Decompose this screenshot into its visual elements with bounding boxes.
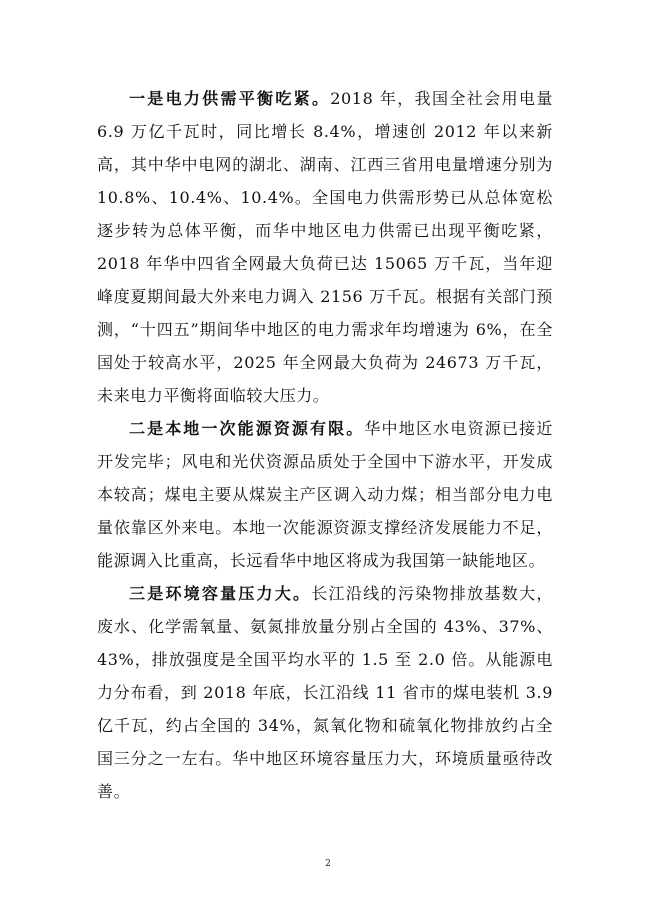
page-number: 2 bbox=[325, 859, 331, 869]
paragraph-heading: 一是电力供需平衡吃紧。 bbox=[129, 89, 331, 108]
paragraph-text: 长江沿线的污染物排放基数大，废水、化学需氧量、氨氮排放量分别占全国的 43%、37%、43%，排放强度是全国平均水平的 1.5 至 2.0 倍。从能源电力分布看，到 2018 年底，长江沿线 11 省市的煤电装机 3.9 亿千瓦，约占全国的 34%，氮氧化物和硫氧化物排放约占全国三分之一左右。华中地区环境容量压力大，环境质量亟待改善。 bbox=[97, 584, 553, 801]
paragraph-energy-resources bbox=[97, 412, 553, 577]
paragraph-power-supply bbox=[97, 82, 553, 412]
paragraph-text: 华中地区水电资源已接近开发完毕；风电和光伏资源品质处于全国中下游水平，开发成本较高；煤电主要从煤炭主产区调入动力煤；相当部分电力电量依靠区外来电。本地一次能源资源支撑经济发展能力不足，能源调入比重高，长远看华中地区将成为我国第一缺能地区。 bbox=[97, 419, 553, 570]
paragraph-environment bbox=[97, 577, 553, 808]
paragraph-heading: 三是环境容量压力大。 bbox=[129, 584, 312, 603]
document-body bbox=[97, 82, 553, 808]
paragraph-text: 2018 年，我国全社会用电量 6.9 万亿千瓦时，同比增长 8.4%，增速创 2012 年以来新高，其中华中电网的湖北、湖南、江西三省用电量增速分别为 10.8%、10.4%、10.4%。全国电力供需形势已从总体宽松逐步转为总体平衡，而华中地区电力供需已出现平衡吃紧，2018 年华中四省全网最大负荷已达 15065 万千瓦，当年迎峰度夏期间最大外来电力调入 2156 万千瓦。根据有关部门预测，“十四五”期间华中地区的电力需求年均增速为 6%，在全国处于较高水平，2025 年全网最大负荷为 24673 万千瓦，未来电力平衡将面临较大压力。 bbox=[97, 89, 553, 405]
paragraph-heading: 二是本地一次能源资源有限。 bbox=[129, 419, 365, 438]
